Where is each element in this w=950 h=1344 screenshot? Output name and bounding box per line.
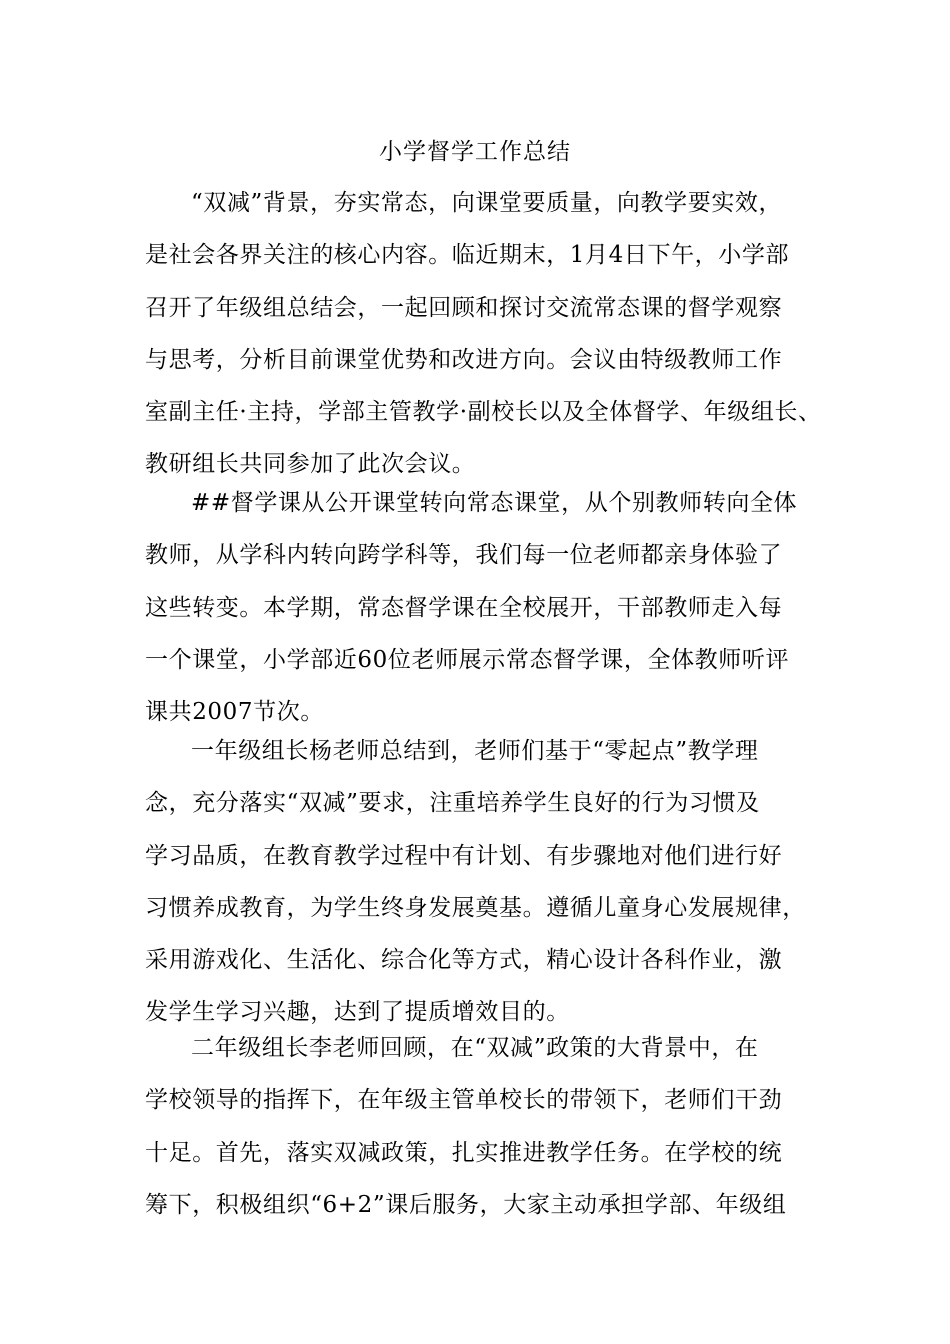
document-title: 小学督学工作总结 <box>379 139 571 165</box>
paragraph-line: 一年级组长杨老师总结到，老师们基于“零起点”教学理 <box>191 738 759 764</box>
paragraph-line: 是社会各界关注的核心内容。临近期末，1月4日下午，小学部 <box>145 242 790 269</box>
paragraph-line: 采用游戏化、生活化、综合化等方式，精心设计各科作业，激 <box>145 947 783 974</box>
paragraph-line: ##督学课从公开课堂转向常态课堂，从个别教师转向全体 <box>191 490 798 516</box>
paragraph-line: 室副主任·主持，学部主管教学·副校长以及全体督学、年级组长、 <box>145 399 822 426</box>
paragraph-line: 教师，从学科内转向跨学科等，我们每一位老师都亲身体验了 <box>145 542 783 569</box>
paragraph-line: 这些转变。本学期，常态督学课在全校展开，干部教师走入每 <box>145 594 783 621</box>
paragraph-line: 二年级组长李老师回顾，在“双减”政策的大背景中，在 <box>191 1035 759 1061</box>
paragraph-line: 筹下，积极组织“6+2”课后服务，大家主动承担学部、年级组 <box>145 1191 787 1218</box>
paragraph-line: 发学生学习兴趣，达到了提质增效目的。 <box>145 999 570 1026</box>
paragraph-line: 一个课堂，小学部近60位老师展示常态督学课，全体教师听评 <box>145 646 790 673</box>
paragraph-line: 十足。首先，落实双减政策，扎实推进教学任务。在学校的统 <box>145 1139 783 1166</box>
paragraph-4 <box>145 1022 810 1231</box>
paragraph-line: 学校领导的指挥下，在年级主管单校长的带领下，老师们干劲 <box>145 1087 783 1114</box>
paragraph-line: 教研组长共同参加了此次会议。 <box>145 451 476 478</box>
paragraph-2 <box>145 477 810 738</box>
paragraph-1 <box>145 177 822 491</box>
paragraph-line: 召开了年级组总结会，一起回顾和探讨交流常态课的督学观察 <box>145 294 783 321</box>
paragraph-3 <box>145 725 810 1039</box>
paragraph-line: “双减”背景，夯实常态，向课堂要质量，向教学要实效， <box>191 190 783 216</box>
paragraph-line: 学习品质，在教育教学过程中有计划、有步骤地对他们进行好 <box>145 842 783 869</box>
paragraph-line: 课共2007节次。 <box>145 699 324 726</box>
paragraph-line: 念，充分落实“双减”要求，注重培养学生良好的行为习惯及 <box>145 790 760 817</box>
paragraph-line: 与思考，分析目前课堂优势和改进方向。会议由特级教师工作 <box>145 346 783 373</box>
paragraph-line: 习惯养成教育，为学生终身发展奠基。遵循儿童身心发展规律， <box>145 894 806 921</box>
